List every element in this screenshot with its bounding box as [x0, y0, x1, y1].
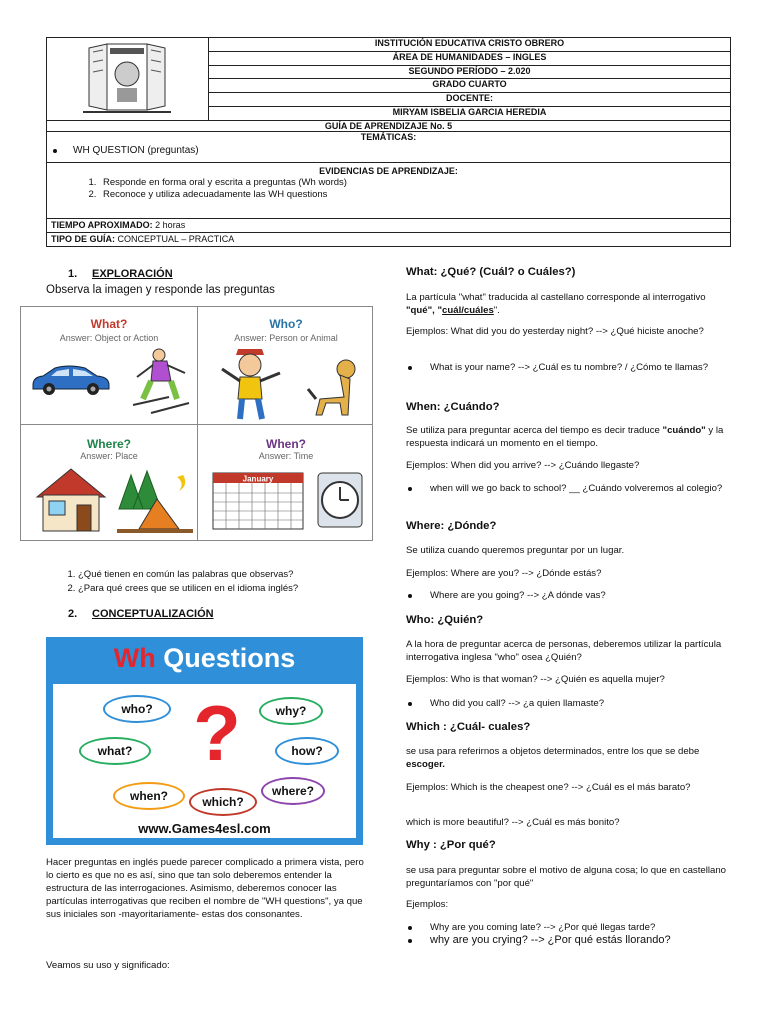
where-example: Ejemplos: Where are you? --> ¿Dónde estás?	[406, 568, 602, 579]
grid-cell-who	[198, 307, 374, 424]
bullet-text: why are you crying? --> ¿Por qué estás llorando?	[430, 934, 671, 946]
section-number: 1.	[68, 268, 78, 280]
when-desc-text: Se utiliza para preguntar acerca del tiempo es decir traduce	[406, 425, 663, 436]
bullet-icon	[408, 487, 412, 491]
section-title: EXPLORACIÓN	[92, 268, 173, 280]
bullet-text: when will we go back to school? __ ¿Cuándo volveremos al colegio?	[430, 483, 723, 494]
why-heading: Why : ¿Por qué?	[406, 839, 496, 851]
when-desc-bold: "cuándo"	[662, 425, 706, 436]
type-label: TIPO DE GUÍA:	[51, 234, 116, 245]
evidence-label: EVIDENCIAS DE APRENDIZAJE:	[319, 166, 458, 177]
bullet-icon	[408, 926, 412, 930]
type-value: CONCEPTUAL – PRACTICA	[115, 234, 235, 245]
evidence-cell	[47, 163, 731, 219]
question-mark-icon: ?	[193, 689, 241, 777]
grid-question: What?	[90, 317, 128, 331]
bubble-when: when?	[113, 782, 185, 810]
usage-intro: Veamos su uso y significado:	[46, 960, 170, 971]
which-example: Ejemplos: Which is the cheapest one? --> ¿Cuál es el más barato?	[406, 782, 691, 793]
exploration-intro: Observa la imagen y responde las preguntas	[46, 284, 275, 296]
where-heading: Where: ¿Dónde?	[406, 520, 497, 532]
teacher-name: MIRYAM ISBELIA GARCIA HEREDIA	[209, 107, 731, 121]
where-description: Se utiliza cuando queremos preguntar por un lugar.	[406, 545, 625, 556]
topic-text: WH QUESTION (preguntas)	[73, 144, 199, 156]
teacher-label: DOCENTE:	[209, 93, 731, 107]
what-desc-bold: "qué", "	[406, 305, 443, 317]
bubble-where: where?	[261, 777, 325, 805]
bullet-text: Where are you going? --> ¿A dónde vas?	[430, 590, 606, 601]
games4esl-url: www.Games4esl.com	[138, 821, 271, 836]
which-example-2: which is more beautiful? --> ¿Cuál es más bonito?	[406, 817, 620, 828]
calendar-month: January	[242, 474, 274, 484]
question-item: 1. ¿Qué tienen en común las palabras que observas?	[78, 568, 298, 582]
camping-tent-icon	[117, 469, 193, 535]
bullet-icon	[408, 702, 412, 706]
where-bullet	[406, 589, 731, 602]
when-example: Ejemplos: When did you arrive? --> ¿Cuándo llegaste?	[406, 460, 640, 471]
exploration-questions	[68, 568, 298, 596]
evidence-item: 1. Responde en forma oral y escrita a preguntas (Wh words)	[99, 177, 726, 189]
section-exploration-heading	[68, 268, 173, 280]
what-desc-underline: cuál/cuáles	[442, 305, 494, 317]
grid-cell-when	[198, 425, 374, 542]
topics-cell	[47, 132, 731, 163]
evidence-list	[51, 177, 726, 201]
what-heading: What: ¿Qué? (Cuál? o Cuáles?)	[406, 266, 576, 278]
section-concept-heading	[68, 608, 214, 620]
who-bullet	[406, 697, 731, 710]
bullet-text: What is your name? --> ¿Cuál es tu nombre? / ¿Cómo te llamas?	[430, 362, 709, 373]
guide-number: GUÍA DE APRENDIZAJE No. 5	[47, 121, 731, 132]
grid-question: When?	[266, 437, 306, 451]
which-heading: Which : ¿Cuál- cuales?	[406, 721, 531, 733]
bubble-how: how?	[275, 737, 339, 765]
section-title: CONCEPTUALIZACIÓN	[92, 608, 214, 620]
wh-image-title	[46, 643, 363, 674]
which-desc-bold: escoger.	[406, 759, 445, 771]
evidence-item: 2. Reconoce y utiliza adecuadamente las WH questions	[99, 189, 726, 201]
who-description: A la hora de preguntar acerca de personas, deberemos utilizar la partícula interrogativa inglesa "who" osea ¿Quién?	[406, 639, 722, 664]
when-desc-end: y la respuesta indicará un momento en el tiempo.	[406, 425, 724, 450]
bubble-why: why?	[259, 697, 323, 725]
dog-icon	[306, 357, 362, 419]
grid-cell-what	[21, 307, 197, 424]
bullet-icon	[408, 594, 412, 598]
wh-word: Wh	[113, 643, 156, 673]
which-description	[406, 745, 731, 771]
when-bullet	[406, 482, 731, 495]
why-bullet-1	[406, 921, 731, 934]
what-description	[406, 291, 731, 317]
time-value: 2 horas	[152, 220, 186, 231]
grid-answer: Answer: Object or Action	[59, 333, 159, 343]
time-label: TIEMPO APROXIMADO:	[51, 220, 153, 231]
house-icon	[33, 465, 109, 535]
school-logo-cell	[47, 38, 209, 121]
why-description: se usa para preguntar sobre el motivo de alguna cosa; lo que en castellano preguntaríamos con "por qué"	[406, 865, 726, 890]
bullet-icon	[53, 149, 57, 153]
who-heading: Who: ¿Quién?	[406, 614, 484, 626]
header-table	[46, 37, 731, 247]
grid-question: Who?	[269, 317, 303, 331]
what-example: Ejemplos: What did you do yesterday night? --> ¿Qué hiciste anoche?	[406, 326, 704, 337]
what-desc-text: La partícula "what" traducida al castellano corresponde al interrogativo	[406, 292, 706, 303]
intro-paragraph: Hacer preguntas en inglés puede parecer complicado a primera vista, pero lo cierto es que no es así, sino que tan solo deberemos entender la estructura de las interrogaciones. Asimismo, deberemos conocer las partículas interrogativas que reciben el nombre de "WH questions", ya que sus iniciales son -mayoritariamente- estas dos consonantes.	[46, 857, 364, 920]
bullet-text: Why are you coming late? --> ¿Por qué llegas tarde?	[430, 922, 656, 933]
wh-questions-image	[46, 637, 363, 845]
what-bullet	[406, 361, 731, 374]
grid-cell-where	[21, 425, 197, 542]
person-icon	[218, 345, 284, 423]
skier-icon	[129, 347, 191, 419]
grid-question: Where?	[86, 437, 131, 451]
bubble-who: who?	[103, 695, 171, 723]
clock-icon	[316, 471, 364, 529]
time-cell	[47, 219, 731, 233]
school-crest-icon	[49, 40, 205, 116]
why-example: Ejemplos:	[406, 899, 449, 910]
bullet-icon	[408, 939, 412, 943]
wh-image-panel	[53, 684, 356, 838]
question-item: 2. ¿Para qué crees que se utilicen en el idioma inglés?	[78, 582, 298, 596]
period: SEGUNDO PERÍODO – 2.020	[209, 65, 731, 79]
section-number: 2.	[68, 608, 78, 620]
which-desc-text: se usa para referirnos a objetos determinados, entre los que se debe	[406, 746, 700, 757]
calendar-icon	[212, 469, 304, 531]
why-bullet-2	[406, 934, 731, 947]
type-cell	[47, 233, 731, 247]
bubble-which: which?	[189, 788, 257, 816]
bullet-text: Who did you call? --> ¿a quien llamaste?	[430, 698, 605, 709]
area-name: ÁREA DE HUMANIDADES – INGLES	[209, 51, 731, 65]
what-desc-end: ".	[493, 305, 500, 317]
wh-picture-grid	[20, 306, 373, 541]
grid-answer: Answer: Person or Animal	[234, 333, 338, 343]
car-icon	[29, 363, 113, 397]
bullet-icon	[408, 366, 412, 370]
grid-answer: Answer: Time	[258, 451, 314, 461]
grade: GRADO CUARTO	[209, 79, 731, 93]
who-example: Ejemplos: Who is that woman? --> ¿Quién es aquella mujer?	[406, 674, 665, 685]
bubble-what: what?	[79, 737, 151, 765]
when-description	[406, 424, 731, 450]
when-heading: When: ¿Cuándo?	[406, 401, 500, 413]
questions-word: Questions	[155, 643, 296, 673]
topics-label: TEMÁTICAS:	[360, 132, 417, 143]
institution-name: INSTITUCIÓN EDUCATIVA CRISTO OBRERO	[209, 38, 731, 52]
grid-answer: Answer: Place	[80, 451, 138, 461]
topic-item	[51, 144, 726, 157]
